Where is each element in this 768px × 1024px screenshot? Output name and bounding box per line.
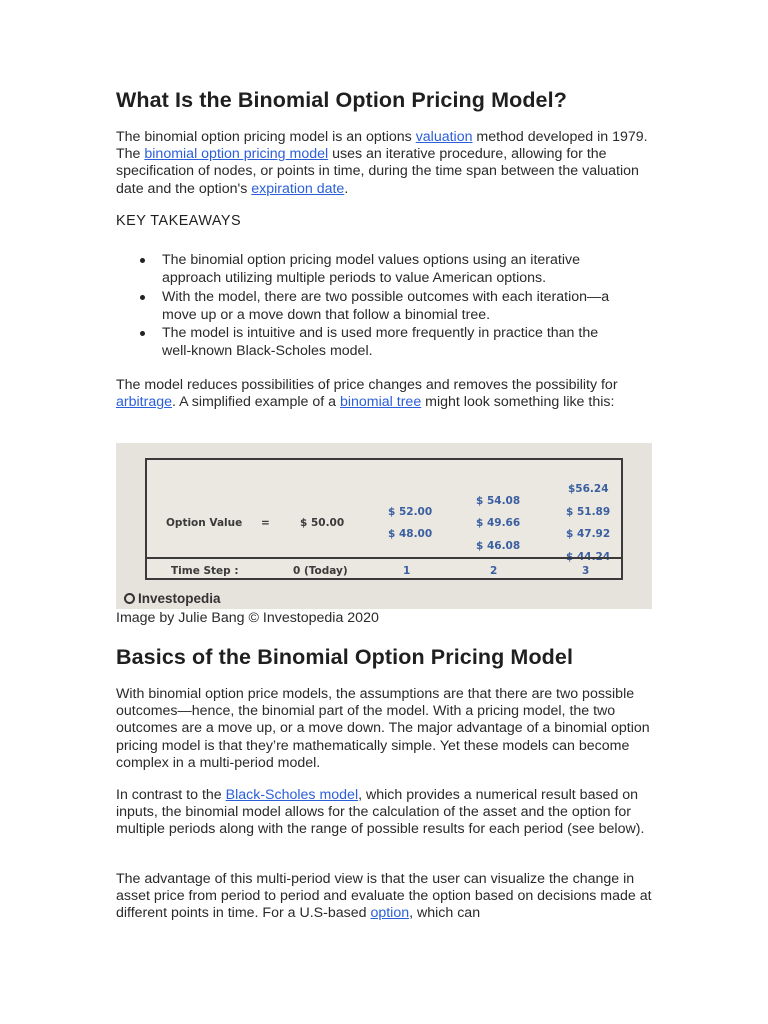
- paragraph-text: might look something like this:: [421, 394, 615, 411]
- key-takeaways-list: [140, 251, 630, 361]
- time-step-0: 0 (Today): [293, 565, 348, 577]
- page-title: What Is the Binomial Option Pricing Model?: [116, 88, 567, 112]
- step2-value-up: $ 54.08: [476, 495, 521, 507]
- bullet-icon: [140, 295, 145, 300]
- option-link[interactable]: option: [370, 905, 410, 922]
- section-title: Basics of the Binomial Option Pricing Model: [116, 645, 574, 669]
- paragraph-text: , which provides a numerical result based on inputs, the binomial model allows for the calculation of the asset and the option for multiple periods along with the range of possible results for each period (see below).: [116, 787, 645, 838]
- paragraph-text: . A simplified example of a: [172, 394, 340, 411]
- list-item: [140, 288, 630, 325]
- paragraph-text: , which can: [409, 905, 481, 922]
- key-takeaways-heading: KEY TAKEAWAYS: [116, 213, 242, 229]
- binomial-tree-link[interactable]: binomial tree: [339, 394, 422, 411]
- list-item-text: The model is intuitive and is used more frequently in practice than the well-known Black-Scholes model.: [162, 325, 599, 360]
- option-value-label: Option Value: [166, 517, 243, 529]
- investopedia-logo: [124, 591, 221, 606]
- tree-intro-paragraph: [116, 377, 656, 411]
- time-step-3: 3: [582, 565, 590, 577]
- list-item-text: With the model, there are two possible outcomes with each iteration—a move up or a move down that follow a binomial tree.: [162, 288, 610, 323]
- binomial-tree-table: [145, 458, 623, 580]
- time-step-1: 1: [403, 565, 411, 577]
- basics-paragraph-2: [116, 787, 656, 839]
- paragraph-text: In contrast to the: [116, 787, 226, 803]
- paragraph-text: The advantage of this multi-period view is that the user can visualize the change in asset price from period to period and evaluate the option based on decisions made at different points in time. For a U.S-based: [116, 871, 652, 922]
- step3-value-3: $ 47.92: [566, 528, 611, 540]
- time-step-2: 2: [490, 565, 498, 577]
- list-item-text: The binomial option pricing model values options using an iterative approach utilizing multiple periods to value American options.: [162, 252, 580, 287]
- figure-caption: Image by Julie Bang © Investopedia 2020: [116, 610, 379, 626]
- basics-paragraph-3: [116, 871, 656, 923]
- intro-text: method developed in 1979. The: [116, 129, 648, 163]
- time-step-divider: [147, 557, 621, 559]
- list-item: [140, 251, 630, 288]
- basics-paragraph-1: With binomial option price models, the assumptions are that there are two possible outcomes—hence, the binomial part of the model. With a pricing model, the two outcomes are a move up, or a move down. The major advantage of a binomial option pricing model is that they’re mathematically simple. Yet these models can become complex in a multi-period model.: [116, 686, 650, 771]
- step3-value-1: $56.24: [568, 483, 609, 495]
- bullet-icon: [140, 331, 145, 336]
- intro-text: uses an iterative procedure, allowing for the specification of nodes, or points in time, during the time span between the valuation date and the option's: [116, 146, 639, 197]
- binomial-model-link[interactable]: binomial option pricing model: [144, 146, 329, 163]
- step3-value-4: $ 44.24: [566, 551, 611, 563]
- step2-value-down: $ 46.08: [476, 540, 521, 552]
- equals-sign: =: [261, 517, 270, 529]
- bullet-icon: [140, 258, 145, 263]
- time-step-label: Time Step :: [171, 565, 239, 577]
- step2-value-mid: $ 49.66: [476, 517, 521, 529]
- step0-value: $ 50.00: [300, 517, 345, 529]
- binomial-tree-figure: [116, 443, 652, 609]
- arbitrage-link[interactable]: arbitrage: [116, 394, 172, 411]
- paragraph-text: The model reduces possibilities of price changes and removes the possibility for: [116, 377, 618, 393]
- step1-value-up: $ 52.00: [388, 506, 433, 518]
- intro-text: The binomial option pricing model is an options: [116, 129, 416, 145]
- step3-value-2: $ 51.89: [566, 506, 611, 518]
- valuation-link[interactable]: valuation: [415, 129, 473, 145]
- logo-text: Investopedia: [138, 591, 221, 606]
- step1-value-down: $ 48.00: [388, 528, 433, 540]
- intro-paragraph: [116, 129, 648, 198]
- investopedia-logo-icon: [124, 593, 135, 604]
- intro-text: .: [344, 180, 349, 197]
- expiration-date-link[interactable]: expiration date: [251, 180, 345, 197]
- list-item: [140, 324, 630, 361]
- black-scholes-link[interactable]: Black-Scholes model: [225, 787, 359, 803]
